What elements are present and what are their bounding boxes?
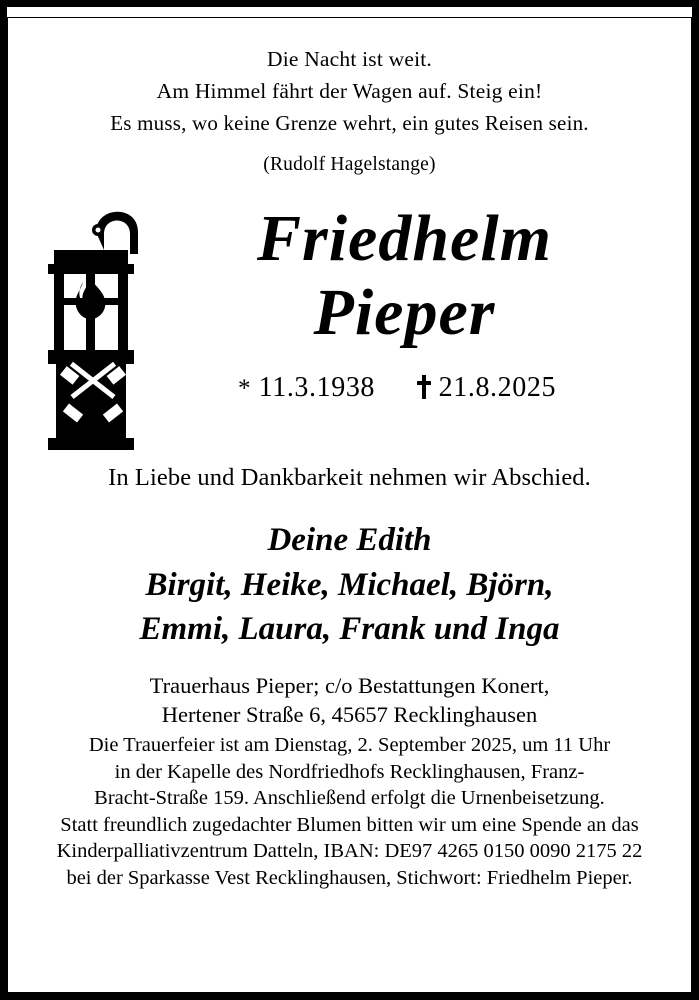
birth-date: 11.3.1938 [258,371,376,403]
donation-line-2: Kinderpalliativzentrum Datteln, IBAN: DE97 4265 0150 0090 2175 22 [56,840,643,863]
death-cross-icon [417,375,431,399]
name-area [34,192,665,430]
donation-line-1: Statt freundlich zugedachter Blumen bitten wir um eine Spende an das [60,813,639,836]
farewell-message: In Liebe und Dankbarkeit nehmen wir Abschied. [108,463,591,491]
poem [34,44,665,139]
poem-line-3: Es muss, wo keine Grenze wehrt, ein gutes Reisen sein. [110,110,589,135]
family-line-2: Birgit, Heike, Michael, Björn, [145,566,554,603]
mourning-house-line-2: Hertener Straße 6, 45657 Recklinghausen [161,702,538,728]
family-line-3: Emmi, Laura, Frank und Inga [139,611,560,648]
family-names [34,518,665,653]
donation-line-3: bei der Sparkasse Vest Recklinghausen, Stichwort: Friedhelm Pieper. [66,867,633,890]
first-name: Friedhelm [256,201,552,275]
ceremony-line-1: Die Trauerfeier ist am Dienstag, 2. September 2025, um 11 Uhr [88,733,611,756]
birth-star-icon: * [237,374,252,402]
miners-lamp-icon [34,192,154,462]
poem-author: (Rudolf Hagelstange) [263,153,436,175]
family-line-1: Deine Edith [267,521,432,558]
death-date: 21.8.2025 [438,371,557,403]
ceremony-line-3: Bracht-Straße 159. Anschließend erfolgt die Urnenbeisetzung. [94,787,605,810]
mourning-house [34,672,665,730]
service-details [34,672,665,891]
ceremony-info [34,732,665,892]
poem-line-1: Die Nacht ist weit. [266,47,432,71]
poem-line-2: Am Himmel fährt der Wagen auf. Steig ein! [156,78,543,103]
last-name: Pieper [313,275,496,349]
mourning-house-line-1: Trauerhaus Pieper; c/o Bestattungen Konert, [149,673,550,699]
death-date-item [417,372,556,404]
obituary-inner-frame [7,17,692,993]
birth-date-item [238,372,375,404]
ceremony-line-2: in der Kapelle des Nordfriedhofs Recklinghausen, Franz- [114,760,585,783]
